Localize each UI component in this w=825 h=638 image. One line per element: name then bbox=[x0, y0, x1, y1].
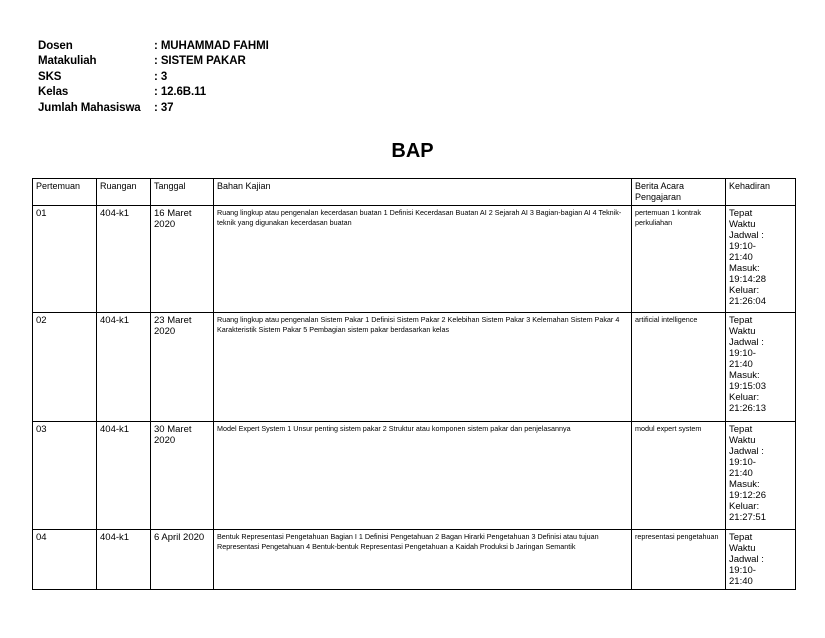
info-row-dosen bbox=[38, 39, 269, 54]
info-row-sks bbox=[38, 70, 269, 85]
info-value: : MUHAMMAD FAHMI bbox=[154, 40, 269, 52]
kehadiran-line: 21:40 bbox=[729, 576, 753, 587]
info-label: Dosen bbox=[38, 40, 73, 52]
kehadiran-line: 21:40 bbox=[729, 252, 753, 263]
kehadiran-line: Waktu bbox=[729, 219, 756, 230]
info-label: Jumlah Mahasiswa bbox=[38, 101, 141, 114]
kehadiran-line: 21:26:13 bbox=[729, 403, 766, 414]
info-value: : SISTEM PAKAR bbox=[154, 55, 246, 68]
table-row bbox=[33, 313, 796, 422]
kehadiran-line: Masuk: bbox=[729, 479, 760, 490]
cell-ruangan: 404-k1 bbox=[97, 422, 151, 530]
table-row bbox=[33, 206, 796, 313]
kehadiran-line: 21:40 bbox=[729, 359, 753, 370]
cell-pertemuan: 04 bbox=[33, 530, 97, 590]
info-label: Kelas bbox=[38, 86, 69, 99]
cell-pertemuan: 03 bbox=[33, 422, 97, 530]
kehadiran-line: Masuk: bbox=[729, 370, 760, 381]
cell-tanggal: 6 April 2020 bbox=[151, 530, 214, 590]
kehadiran-line: 19:10- bbox=[729, 457, 756, 468]
info-row-kelas bbox=[38, 85, 269, 100]
kehadiran-line: Tepat bbox=[729, 315, 753, 326]
header-pertemuan: Pertemuan bbox=[33, 179, 97, 206]
kehadiran-line: Tepat bbox=[729, 424, 753, 435]
kehadiran-line: Keluar: bbox=[729, 501, 760, 512]
cell-ruangan: 404-k1 bbox=[97, 313, 151, 422]
cell-kehadiran bbox=[726, 313, 796, 422]
info-value: : 12.6B.11 bbox=[154, 86, 207, 99]
cell-ruangan: 404-k1 bbox=[97, 530, 151, 590]
cell-kehadiran bbox=[726, 206, 796, 313]
kehadiran-line: 19:12:26 bbox=[729, 490, 766, 501]
cell-tanggal: 23 Maret 2020 bbox=[151, 313, 214, 422]
cell-berita-acara: modul expert system bbox=[632, 422, 726, 530]
header-bahan-kajian: Bahan Kajian bbox=[214, 179, 632, 206]
kehadiran-line: Keluar: bbox=[729, 392, 760, 403]
kehadiran-line: 21:26:04 bbox=[729, 296, 766, 307]
cell-bahan-kajian: Ruang lingkup atau pengenalan kecerdasan buatan 1 Definisi Kecerdasan Buatan AI 2 Sejarah AI 3 Bagian-bagian AI 4 Teknik-teknik yang digunakan kecerdasan buatan bbox=[214, 206, 632, 313]
kehadiran-line: Tepat bbox=[729, 532, 753, 543]
cell-kehadiran bbox=[726, 422, 796, 530]
cell-bahan-kajian: Model Expert System 1 Unsur penting sistem pakar 2 Struktur atau komponen sistem pakar dan penjelasannya bbox=[214, 422, 632, 530]
cell-tanggal: 16 Maret 2020 bbox=[151, 206, 214, 313]
kehadiran-line: Masuk: bbox=[729, 263, 760, 274]
kehadiran-line: Waktu bbox=[729, 543, 756, 554]
info-label: SKS bbox=[38, 70, 62, 83]
kehadiran-line: 19:14:28 bbox=[729, 274, 766, 285]
header-kehadiran: Kehadiran bbox=[726, 179, 796, 206]
info-value: : 3 bbox=[154, 70, 168, 83]
header-berita-acara: Berita Acara Pengajaran bbox=[632, 179, 726, 206]
kehadiran-line: Keluar: bbox=[729, 285, 760, 296]
cell-pertemuan: 01 bbox=[33, 206, 97, 313]
info-value: : 37 bbox=[154, 101, 174, 114]
bap-table bbox=[32, 178, 796, 590]
cell-berita-acara: representasi pengetahuan bbox=[632, 530, 726, 590]
lecture-info bbox=[38, 39, 269, 116]
cell-berita-acara: pertemuan 1 kontrak perkuliahan bbox=[632, 206, 726, 313]
info-row-jumlah-mahasiswa bbox=[38, 101, 269, 116]
kehadiran-line: Jadwal : bbox=[729, 337, 764, 348]
table-row bbox=[33, 530, 796, 590]
header-ruangan: Ruangan bbox=[97, 179, 151, 206]
table-header-row bbox=[33, 179, 796, 206]
info-row-matakuliah bbox=[38, 54, 269, 69]
kehadiran-line: 19:10- bbox=[729, 348, 756, 359]
cell-kehadiran bbox=[726, 530, 796, 590]
info-label: Matakuliah bbox=[38, 55, 97, 68]
kehadiran-line: 19:10- bbox=[729, 241, 756, 252]
kehadiran-line: Jadwal : bbox=[729, 554, 764, 565]
cell-pertemuan: 02 bbox=[33, 313, 97, 422]
header-tanggal: Tanggal bbox=[151, 179, 214, 206]
kehadiran-line: 19:15:03 bbox=[729, 381, 766, 392]
kehadiran-line: Jadwal : bbox=[729, 230, 764, 241]
cell-berita-acara: artificial intelligence bbox=[632, 313, 726, 422]
kehadiran-line: 21:27:51 bbox=[729, 512, 766, 523]
kehadiran-line: Waktu bbox=[729, 326, 756, 337]
cell-bahan-kajian: Ruang lingkup atau pengenalan Sistem Pakar 1 Definisi Sistem Pakar 2 Kelebihan Sistem Pakar 3 Kelemahan Sistem Pakar 4 Karakteristik Sistem Pakar 5 Pembagian sistem pakar berdasarkan kelas bbox=[214, 313, 632, 422]
kehadiran-line: 19:10- bbox=[729, 565, 756, 576]
cell-tanggal: 30 Maret 2020 bbox=[151, 422, 214, 530]
cell-ruangan: 404-k1 bbox=[97, 206, 151, 313]
kehadiran-line: 21:40 bbox=[729, 468, 753, 479]
page-title: BAP bbox=[391, 140, 434, 162]
kehadiran-line: Waktu bbox=[729, 435, 756, 446]
table-row bbox=[33, 422, 796, 530]
cell-bahan-kajian: Bentuk Representasi Pengetahuan Bagian I 1 Definisi Pengetahuan 2 Bagan Hirarki Pengetahuan 3 Definisi atau tujuan Representasi Pengetahuan 4 Bentuk-bentuk Representasi Pengetahuan a Kaidah Produksi b Jaringan Semantik bbox=[214, 530, 632, 590]
kehadiran-line: Tepat bbox=[729, 208, 753, 219]
kehadiran-line: Jadwal : bbox=[729, 446, 764, 457]
